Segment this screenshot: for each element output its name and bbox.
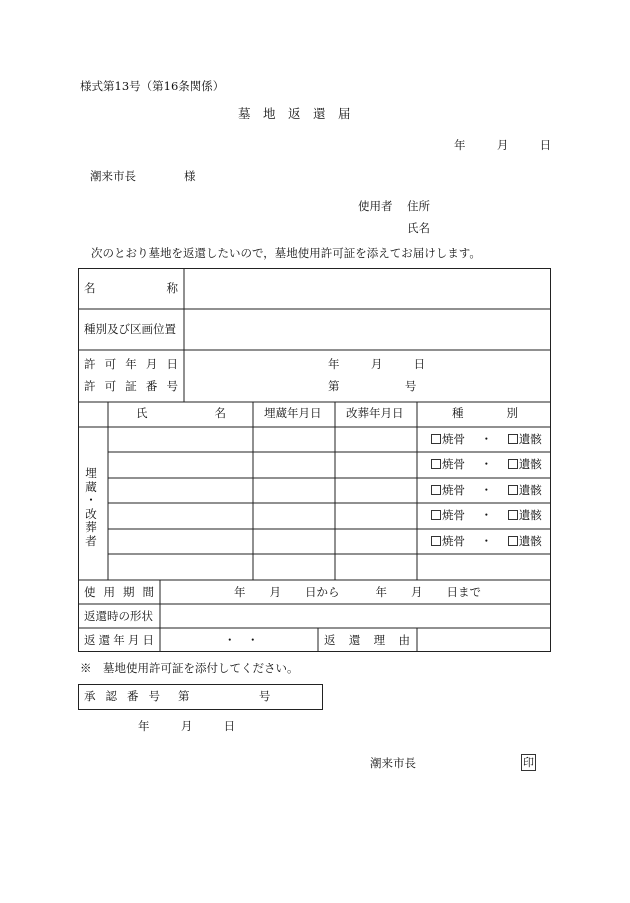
checkbox-cremated[interactable] xyxy=(431,510,441,520)
addressee-name: 潮来市長 xyxy=(90,169,136,183)
seal-mark: 印 xyxy=(523,756,534,769)
type-option-row: 焼骨 ・ 遺骸 xyxy=(431,434,542,446)
applicant-name-label: 氏名 xyxy=(407,221,430,235)
statement-text: 次のとおり墓地を返還したいので，墓地使用許可証を添えてお届けします。 xyxy=(91,246,481,260)
form-number: 様式第13号（第16条関係） xyxy=(80,79,225,93)
permit-number-value: 第 号 xyxy=(328,379,417,393)
checkbox-remains[interactable] xyxy=(508,459,518,469)
checkbox-cremated[interactable] xyxy=(431,485,441,495)
approval-date: 年 月 日 xyxy=(138,719,236,733)
approval-number-label: 承 認 番 号 xyxy=(84,689,160,703)
signature-mayor: 潮来市長 xyxy=(370,756,416,770)
form-title: 墓 地 返 還 届 xyxy=(238,106,351,121)
checkbox-cremated[interactable] xyxy=(431,459,441,469)
applicant-address-label: 住所 xyxy=(407,199,430,213)
permit-date-value: 年 月 日 xyxy=(328,357,426,371)
addressee-honorific: 様 xyxy=(184,169,196,183)
date-year-label: 年 xyxy=(454,138,466,152)
interred-name-header: 氏 名 xyxy=(136,406,226,420)
burial-date-header: 埋蔵年月日 xyxy=(264,406,322,420)
type-header: 種 別 xyxy=(452,406,518,420)
checkbox-remains[interactable] xyxy=(508,536,518,546)
approval-number-value: 第 号 xyxy=(178,689,271,703)
date-month-label: 月 xyxy=(496,138,509,152)
checkbox-remains[interactable] xyxy=(508,510,518,520)
name-label-char: 称 xyxy=(166,281,178,295)
return-reason-label: 返 還 理 由 xyxy=(324,633,410,647)
type-option-row: 焼骨 ・ 遺骸 xyxy=(431,485,542,497)
submission-date xyxy=(454,140,551,152)
checkbox-cremated[interactable] xyxy=(431,536,441,546)
interred-side-label: 埋 蔵 ・ 改 葬 者 xyxy=(85,466,97,548)
usage-period-value: 年 月 日から 年 月 日まで xyxy=(234,585,481,599)
permit-number-label: 許 可 証 番 号 xyxy=(84,379,178,393)
usage-period-label: 使 用 期 間 xyxy=(84,585,154,599)
location-field-label: 種別及び区画位置 xyxy=(84,322,176,336)
checkbox-remains[interactable] xyxy=(508,485,518,495)
reburial-date-header: 改葬年月日 xyxy=(346,406,404,420)
applicant-label: 使用者 xyxy=(358,199,393,213)
return-date-dots: ・ ・ xyxy=(224,633,259,647)
checkbox-remains[interactable] xyxy=(508,434,518,444)
type-option-row: 焼骨 ・ 遺骸 xyxy=(431,510,542,522)
date-day-label: 日 xyxy=(539,138,552,152)
type-option-row: 焼骨 ・ 遺骸 xyxy=(431,536,542,548)
name-field-label xyxy=(84,283,178,295)
permit-date-label: 許 可 年 月 日 xyxy=(84,357,178,371)
attachment-note: ※ 墓地使用許可証を添付してください。 xyxy=(80,661,299,675)
type-option-row: 焼骨 ・ 遺骸 xyxy=(431,459,542,471)
checkbox-cremated[interactable] xyxy=(431,434,441,444)
name-label-char: 名 xyxy=(84,281,96,295)
return-date-label: 返 還 年 月 日 xyxy=(84,633,154,647)
return-condition-label: 返還時の形状 xyxy=(84,609,153,623)
